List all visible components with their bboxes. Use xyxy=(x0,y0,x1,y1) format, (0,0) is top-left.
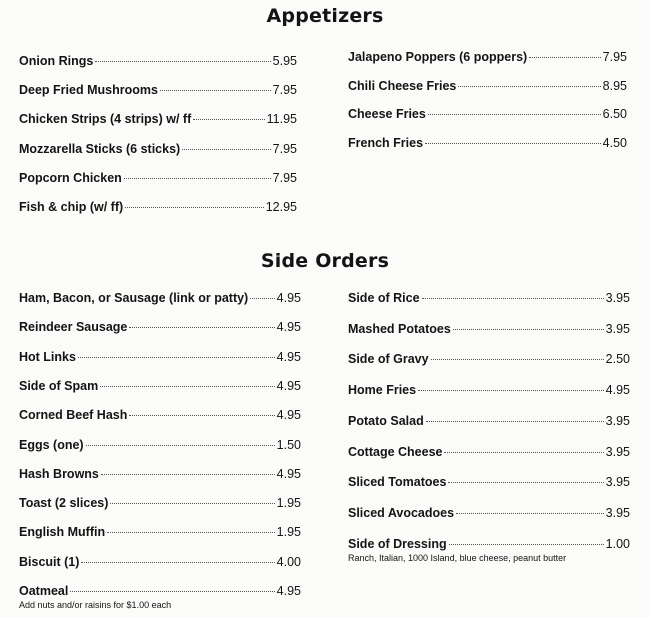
menu-item-name: Corned Beef Hash xyxy=(19,408,128,423)
menu-item-name: Toast (2 slices) xyxy=(19,496,109,511)
menu-item-name: French Fries xyxy=(348,135,424,150)
dot-leader xyxy=(418,390,604,391)
menu-item xyxy=(19,584,301,611)
menu-item-name: Ham, Bacon, or Sausage (link or patty) xyxy=(19,291,249,305)
menu-item-price: 3.95 xyxy=(605,291,630,305)
menu-item-price: 7.95 xyxy=(272,170,297,185)
menu-item-price: 5.95 xyxy=(272,54,297,68)
dot-leader xyxy=(426,421,604,422)
appetizers-heading: Appetizers xyxy=(266,5,384,27)
menu-item-name: Biscuit (1) xyxy=(19,554,80,569)
menu-item-name: Sliced Avocadoes xyxy=(348,505,455,520)
menu-item-price: 4.95 xyxy=(605,383,630,398)
dot-leader xyxy=(81,562,274,563)
menu-item-name: Chili Cheese Fries xyxy=(348,78,457,93)
menu-item-name: Deep Fried Mushrooms xyxy=(19,83,158,98)
menu-item xyxy=(348,383,630,398)
menu-item-row xyxy=(19,291,301,306)
menu-item-price: 7.95 xyxy=(272,141,297,156)
menu-item-price: 7.95 xyxy=(602,50,627,64)
menu-item-name: Onion Rings xyxy=(19,54,94,68)
menu-item-row xyxy=(348,475,630,490)
menu-item-row xyxy=(348,506,630,521)
menu-item-row xyxy=(348,537,630,552)
menu-item-note: Add nuts and/or raisins for $1.00 each xyxy=(19,600,172,610)
menu-item-row xyxy=(348,445,630,460)
menu-item-row xyxy=(348,291,630,306)
menu-item-price: 4.95 xyxy=(276,466,301,481)
menu-item-price: 4.95 xyxy=(276,378,301,393)
menu-item-price: 3.95 xyxy=(605,321,630,336)
menu-item-price: 4.95 xyxy=(276,408,301,423)
menu-item-price: 1.95 xyxy=(276,525,301,540)
menu-item-row xyxy=(19,320,301,335)
menu-item-name: Jalapeno Poppers (6 poppers) xyxy=(348,50,528,64)
menu-item-name: Side of Rice xyxy=(348,291,420,305)
menu-item-price: 3.95 xyxy=(605,475,630,490)
menu-item xyxy=(19,525,301,540)
menu-item-name: Side of Dressing xyxy=(348,536,447,551)
menu-item-price: 3.95 xyxy=(605,505,630,520)
menu-item-name: Potato Salad xyxy=(348,413,424,428)
menu-item-price: 1.95 xyxy=(276,496,301,511)
menu-item-price: 1.00 xyxy=(605,536,630,551)
menu-item xyxy=(19,320,301,335)
menu-item-price: 1.50 xyxy=(276,437,301,452)
menu-item-row xyxy=(19,438,301,453)
dot-leader xyxy=(129,415,274,416)
menu-item xyxy=(348,414,630,429)
menu-item xyxy=(348,475,630,490)
menu-item-row xyxy=(348,414,630,429)
menu-item xyxy=(19,438,301,453)
menu-item-row xyxy=(348,383,630,398)
side-orders-right-column xyxy=(348,0,630,618)
dot-leader xyxy=(448,482,603,483)
menu-item-price: 8.95 xyxy=(602,78,627,93)
menu-item-price: 6.50 xyxy=(602,107,627,122)
menu-item xyxy=(348,352,630,367)
menu-item-price: 11.95 xyxy=(266,112,297,127)
menu-item xyxy=(348,322,630,337)
menu-item-row xyxy=(19,350,301,365)
menu-item-price: 3.95 xyxy=(605,413,630,428)
menu-item xyxy=(348,291,630,306)
dot-leader xyxy=(453,329,604,330)
dot-leader xyxy=(70,591,274,592)
menu-item-name: Side of Gravy xyxy=(348,352,429,367)
menu-item-price: 2.50 xyxy=(605,352,630,367)
dot-leader xyxy=(250,298,274,299)
dot-leader xyxy=(107,532,275,533)
menu-item xyxy=(19,350,301,365)
menu-item xyxy=(19,291,301,306)
dot-leader xyxy=(431,359,604,360)
menu-item-name: Popcorn Chicken xyxy=(19,170,122,185)
dot-leader xyxy=(110,503,274,504)
menu-item-name: Hash Browns xyxy=(19,466,99,481)
menu-item-row xyxy=(19,555,301,570)
menu-item-row xyxy=(19,584,301,599)
menu-item-name: Sliced Tomatoes xyxy=(348,475,447,490)
menu-item xyxy=(348,537,630,564)
menu-item xyxy=(348,506,630,521)
dot-leader xyxy=(129,327,274,328)
dot-leader xyxy=(78,357,275,358)
menu-item-row xyxy=(348,352,630,367)
menu-item-note: Ranch, Italian, 1000 Island, blue cheese, peanut butter xyxy=(348,552,567,563)
menu-item-name: English Muffin xyxy=(19,525,106,540)
menu-item-name: Eggs (one) xyxy=(19,437,84,452)
menu-item-row xyxy=(19,496,301,511)
menu-item xyxy=(19,408,301,423)
menu-item-price: 4.95 xyxy=(276,584,301,598)
menu-item-name: Mozzarella Sticks (6 sticks) xyxy=(19,141,181,156)
dot-leader xyxy=(456,513,604,514)
menu-item-price: 4.50 xyxy=(602,135,627,150)
menu-item-row xyxy=(19,408,301,423)
dot-leader xyxy=(101,474,275,475)
side-orders-heading: Side Orders xyxy=(260,250,390,272)
menu-item xyxy=(348,445,630,460)
side-orders-left-column xyxy=(19,0,301,618)
menu-item-name: Chicken Strips (4 strips) w/ ff xyxy=(19,112,192,127)
dot-leader xyxy=(422,298,604,299)
menu-item xyxy=(19,379,301,394)
menu-item-price: 3.95 xyxy=(605,444,630,459)
dot-leader xyxy=(449,544,604,545)
menu-item-row xyxy=(19,467,301,482)
menu-item-name: Fish & chip (w/ ff) xyxy=(19,200,124,214)
menu-item-name: Mashed Potatoes xyxy=(348,321,451,336)
menu-item xyxy=(19,555,301,570)
dot-leader xyxy=(86,445,275,446)
menu-item-name: Cottage Cheese xyxy=(348,444,443,459)
menu-item-price: 12.95 xyxy=(265,200,297,214)
menu-item xyxy=(19,496,301,511)
menu-item-name: Side of Spam xyxy=(19,378,99,393)
menu-item-price: 4.95 xyxy=(276,320,301,335)
menu-item-price: 7.95 xyxy=(272,83,297,98)
menu-item-price: 4.95 xyxy=(276,349,301,364)
menu-item-name: Hot Links xyxy=(19,349,76,364)
menu-item-row xyxy=(19,379,301,394)
menu-item-name: Home Fries xyxy=(348,383,417,398)
menu-item-price: 4.00 xyxy=(276,554,301,569)
menu-item-name: Reindeer Sausage xyxy=(19,320,128,335)
menu-item xyxy=(19,467,301,482)
menu-item-price: 4.95 xyxy=(276,291,301,305)
dot-leader xyxy=(100,386,274,387)
menu-item-row xyxy=(348,322,630,337)
menu-item-row xyxy=(19,525,301,540)
dot-leader xyxy=(444,452,603,453)
menu-item-name: Oatmeal xyxy=(19,584,69,598)
menu-item-name: Cheese Fries xyxy=(348,107,426,122)
